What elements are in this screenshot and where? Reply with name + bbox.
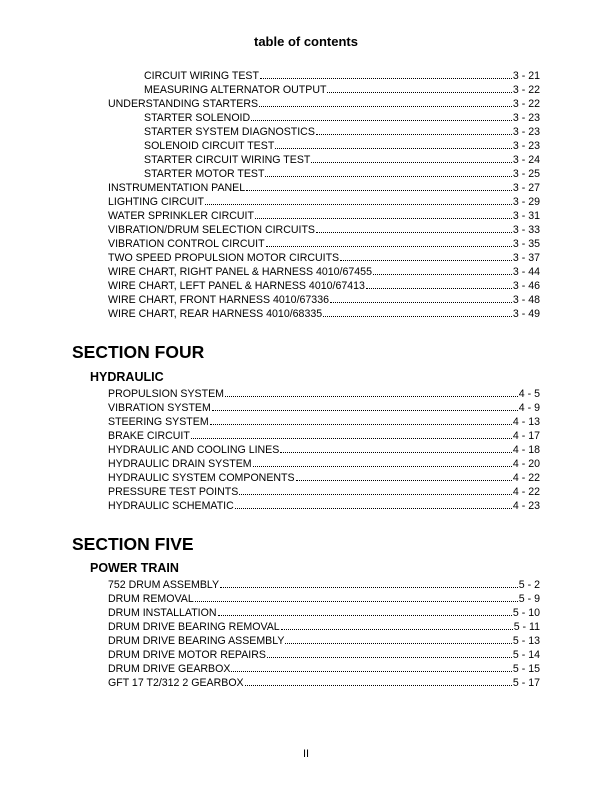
dot-leader — [327, 83, 511, 93]
dot-leader — [218, 606, 512, 616]
toc-entry-page: 4 - 17 — [512, 430, 540, 442]
toc-entry[interactable] — [108, 662, 540, 675]
dot-leader — [239, 485, 512, 495]
toc-entry[interactable] — [108, 592, 540, 605]
toc-entry-page: 3 - 46 — [512, 280, 540, 292]
toc-entry-page: 3 - 22 — [512, 98, 540, 110]
toc-entry-label: DRUM DRIVE BEARING ASSEMBLY — [108, 635, 285, 647]
dot-leader — [373, 265, 512, 275]
toc-entry-label: DRUM DRIVE MOTOR REPAIRS — [108, 649, 266, 661]
dot-leader — [316, 125, 512, 135]
toc-entry-label: DRUM REMOVAL — [108, 593, 194, 605]
dot-leader — [265, 167, 511, 177]
dot-leader — [225, 387, 518, 397]
toc-entry[interactable] — [108, 443, 540, 456]
toc-entry-page: 5 - 2 — [518, 579, 540, 591]
dot-leader — [251, 111, 512, 121]
dot-leader — [245, 676, 512, 686]
dot-leader — [285, 634, 512, 644]
page-title: table of contents — [253, 34, 358, 49]
toc-entry-label: HYDRAULIC AND COOLING LINES — [108, 444, 280, 456]
toc-entry[interactable] — [108, 578, 540, 591]
toc-entry-page: 3 - 21 — [512, 70, 540, 82]
dot-leader — [235, 499, 512, 509]
dot-leader — [323, 307, 512, 317]
toc-entry-page: 5 - 17 — [512, 677, 540, 689]
toc-entry[interactable] — [108, 293, 540, 306]
toc-entry[interactable] — [108, 401, 540, 414]
toc-entry-label: VIBRATION SYSTEM — [108, 402, 211, 414]
toc-entry-page: 4 - 18 — [512, 444, 540, 456]
dot-leader — [253, 457, 512, 467]
toc-entry[interactable] — [144, 69, 540, 82]
toc-entry-page: 3 - 35 — [512, 238, 540, 250]
toc-entry-label: VIBRATION/DRUM SELECTION CIRCUITS — [108, 224, 315, 236]
toc-entry-label: WIRE CHART, REAR HARNESS 4010/68335 — [108, 308, 323, 320]
toc-entry[interactable] — [108, 457, 540, 470]
toc-entry-label: STARTER MOTOR TEST — [144, 168, 265, 180]
section-four-heading: SECTION FOUR — [72, 342, 205, 362]
section-five-heading: SECTION FIVE — [72, 534, 194, 554]
toc-entry-label: HYDRAULIC SCHEMATIC — [108, 500, 234, 512]
dot-leader — [210, 415, 512, 425]
power-train-subheading: POWER TRAIN — [90, 561, 179, 575]
toc-entry[interactable] — [108, 223, 540, 236]
dot-leader — [281, 620, 513, 630]
toc-entry-page: 3 - 27 — [512, 182, 540, 194]
dot-leader — [266, 237, 512, 247]
toc-entry[interactable] — [108, 471, 540, 484]
toc-entry[interactable] — [108, 634, 540, 647]
toc-entry-label: INSTRUMENTATION PANEL — [108, 182, 246, 194]
toc-entry-page: 5 - 13 — [512, 635, 540, 647]
toc-entry-page: 3 - 25 — [512, 168, 540, 180]
toc-entry-page: 5 - 14 — [512, 649, 540, 661]
dot-leader — [330, 293, 512, 303]
toc-entry[interactable] — [144, 125, 540, 138]
toc-entry-page: 5 - 11 — [513, 621, 540, 633]
toc-entry[interactable] — [108, 237, 540, 250]
toc-entry[interactable] — [144, 111, 540, 124]
dot-leader — [212, 401, 518, 411]
toc-entry-label: STARTER SOLENOID — [144, 112, 251, 124]
dot-leader — [275, 139, 512, 149]
dot-leader — [220, 578, 518, 588]
toc-entry-page: 4 - 13 — [512, 416, 540, 428]
toc-entry-label: MEASURING ALTERNATOR OUTPUT — [144, 84, 327, 96]
dot-leader — [280, 443, 512, 453]
toc-entry-label: DRUM DRIVE BEARING REMOVAL — [108, 621, 280, 633]
toc-entry-label: STARTER CIRCUIT WIRING TEST — [144, 154, 311, 166]
toc-entry[interactable] — [108, 676, 540, 689]
toc-entry[interactable] — [144, 139, 540, 152]
toc-entry-page: 4 - 20 — [512, 458, 540, 470]
toc-entry-label: HYDRAULIC SYSTEM COMPONENTS — [108, 472, 295, 484]
toc-entry-page: 4 - 5 — [518, 388, 540, 400]
toc-entry[interactable] — [144, 167, 540, 180]
toc-entry-label: STARTER SYSTEM DIAGNOSTICS — [144, 126, 315, 138]
toc-entry-page: 3 - 31 — [512, 210, 540, 222]
toc-entry[interactable] — [108, 279, 540, 292]
toc-entry-page: 3 - 49 — [512, 308, 540, 320]
toc-entry[interactable] — [108, 97, 540, 110]
dot-leader — [246, 181, 512, 191]
toc-entry-page: 4 - 9 — [518, 402, 540, 414]
toc-entry-page: 3 - 23 — [512, 112, 540, 124]
toc-entry-page: 5 - 10 — [512, 607, 540, 619]
toc-entry-page: 3 - 22 — [512, 84, 540, 96]
toc-entry[interactable] — [108, 307, 540, 320]
toc-entry-page: 3 - 37 — [512, 252, 540, 264]
toc-entry-label: PROPULSION SYSTEM — [108, 388, 224, 400]
toc-entry-page: 5 - 9 — [518, 593, 540, 605]
dot-leader — [260, 69, 512, 79]
dot-leader — [195, 592, 518, 602]
toc-entry-label: 752 DRUM ASSEMBLY — [108, 579, 220, 591]
toc-entry[interactable] — [108, 209, 540, 222]
toc-entry-label: UNDERSTANDING STARTERS — [108, 98, 259, 110]
toc-entry-page: 3 - 48 — [512, 294, 540, 306]
toc-entry-page: 3 - 23 — [512, 126, 540, 138]
toc-entry-label: CIRCUIT WIRING TEST — [144, 70, 259, 82]
toc-entry-page: 5 - 15 — [512, 663, 540, 675]
page-number: II — [302, 748, 310, 760]
toc-entry-label: STEERING SYSTEM — [108, 416, 209, 428]
toc-entry-page: 3 - 33 — [512, 224, 540, 236]
toc-entry-label: HYDRAULIC DRAIN SYSTEM — [108, 458, 252, 470]
toc-entry-page: 3 - 44 — [512, 266, 540, 278]
toc-entry-page: 4 - 22 — [512, 486, 540, 498]
toc-entry[interactable] — [108, 485, 540, 498]
toc-entry[interactable] — [108, 606, 540, 619]
toc-entry[interactable] — [108, 387, 540, 400]
toc-entry-page: 4 - 23 — [512, 500, 540, 512]
toc-entry[interactable] — [144, 153, 540, 166]
dot-leader — [311, 153, 512, 163]
toc-entry[interactable] — [108, 429, 540, 442]
dot-leader — [340, 251, 512, 261]
dot-leader — [316, 223, 512, 233]
toc-entry-label: VIBRATION CONTROL CIRCUIT — [108, 238, 265, 250]
toc-entry-page: 3 - 24 — [512, 154, 540, 166]
toc-entry-label: DRUM INSTALLATION — [108, 607, 217, 619]
toc-entry[interactable] — [108, 648, 540, 661]
dot-leader — [366, 279, 512, 289]
toc-entry-page: 3 - 29 — [512, 196, 540, 208]
dot-leader — [259, 97, 512, 107]
toc-entry[interactable] — [108, 499, 540, 512]
toc-entry[interactable] — [108, 251, 540, 264]
toc-entry-label: WIRE CHART, FRONT HARNESS 4010/67336 — [108, 294, 329, 306]
dot-leader — [255, 209, 512, 219]
toc-entry-label: GFT 17 T2/312 2 GEARBOX — [108, 677, 244, 689]
dot-leader — [231, 662, 511, 672]
toc-entry[interactable] — [108, 195, 540, 208]
toc-entry[interactable] — [108, 415, 540, 428]
dot-leader — [191, 429, 512, 439]
dot-leader — [296, 471, 512, 481]
toc-entry-label: DRUM DRIVE GEARBOX — [108, 663, 231, 675]
hydraulic-subheading: HYDRAULIC — [90, 370, 164, 384]
toc-entry-page: 4 - 22 — [512, 472, 540, 484]
toc-entry[interactable] — [144, 83, 540, 96]
toc-entry[interactable] — [108, 265, 540, 278]
toc-entry[interactable] — [108, 181, 540, 194]
toc-entry-label: WIRE CHART, RIGHT PANEL & HARNESS 4010/67455 — [108, 266, 372, 278]
toc-entry-label: PRESSURE TEST POINTS — [108, 486, 239, 498]
toc-entry[interactable] — [108, 620, 540, 633]
dot-leader — [205, 195, 512, 205]
toc-entry-label: TWO SPEED PROPULSION MOTOR CIRCUITS — [108, 252, 340, 264]
toc-entry-label: WIRE CHART, LEFT PANEL & HARNESS 4010/67413 — [108, 280, 365, 292]
dot-leader — [267, 648, 512, 658]
toc-entry-label: SOLENOID CIRCUIT TEST — [144, 140, 275, 152]
toc-entry-label: LIGHTING CIRCUIT — [108, 196, 204, 208]
toc-entry-label: BRAKE CIRCUIT — [108, 430, 190, 442]
toc-entry-label: WATER SPRINKLER CIRCUIT — [108, 210, 254, 222]
toc-entry-page: 3 - 23 — [512, 140, 540, 152]
